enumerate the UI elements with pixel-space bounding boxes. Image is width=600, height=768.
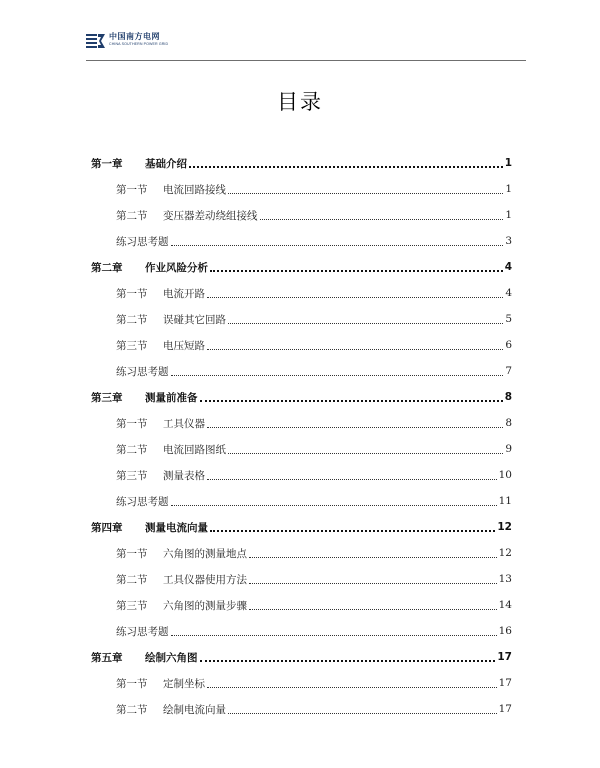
toc-heading: 变压器差动绕组接线: [163, 209, 258, 222]
toc-section[interactable]: [91, 566, 512, 592]
toc-leader: [207, 349, 503, 350]
toc-leader: [228, 323, 503, 324]
toc-page-number: 8: [504, 391, 512, 403]
toc-leader: [200, 400, 503, 402]
toc-heading: 基础介绍: [145, 157, 187, 170]
toc-leader: [210, 530, 495, 532]
toc-leader: [210, 270, 503, 272]
toc-heading: 测量表格: [163, 469, 205, 482]
toc-chapter[interactable]: [91, 514, 512, 540]
toc-page-number: 11: [498, 495, 512, 507]
page-title: 目录: [277, 90, 323, 114]
toc-number: 第三节: [116, 339, 148, 352]
toc-page-number: 3: [505, 235, 512, 247]
toc-chapter[interactable]: [91, 644, 512, 670]
toc-page-number: 12: [497, 521, 512, 533]
toc-exercise[interactable]: [91, 618, 512, 644]
toc-section[interactable]: [91, 410, 512, 436]
toc-leader: [207, 297, 503, 298]
toc-number: 第二节: [116, 209, 148, 222]
toc-chapter[interactable]: [91, 384, 512, 410]
toc-number: 第三章: [91, 391, 123, 404]
toc-leader: [207, 479, 497, 480]
toc-section[interactable]: [91, 280, 512, 306]
toc-number: 第二章: [91, 261, 123, 274]
toc-section[interactable]: [91, 670, 512, 696]
toc-section[interactable]: [91, 436, 512, 462]
toc-number: 第二节: [116, 703, 148, 716]
toc-section[interactable]: [91, 202, 512, 228]
toc-number: 第一节: [116, 547, 148, 560]
toc-leader: [171, 505, 497, 506]
toc-section[interactable]: [91, 306, 512, 332]
toc-heading: 练习思考题: [116, 365, 169, 378]
toc-heading: 电流开路: [163, 287, 205, 300]
toc-number: 第二节: [116, 573, 148, 586]
toc-chapter[interactable]: [91, 254, 512, 280]
toc-section[interactable]: [91, 332, 512, 358]
toc-section[interactable]: [91, 696, 512, 722]
toc-page-number: 12: [498, 547, 512, 559]
table-of-contents: [91, 150, 512, 722]
toc-number: 第一章: [91, 157, 123, 170]
toc-exercise[interactable]: [91, 228, 512, 254]
toc-leader: [249, 583, 497, 584]
toc-section[interactable]: [91, 540, 512, 566]
toc-heading: 误碰其它回路: [163, 313, 226, 326]
toc-page-number: 17: [498, 703, 512, 715]
toc-exercise[interactable]: [91, 358, 512, 384]
page-header: [86, 30, 526, 61]
toc-leader: [171, 635, 497, 636]
toc-leader: [200, 660, 496, 662]
toc-leader: [249, 557, 497, 558]
toc-leader: [207, 687, 497, 688]
logo-chinese-name: 中国南方电网: [109, 32, 160, 41]
csg-logo-icon: [86, 33, 106, 49]
toc-section[interactable]: [91, 176, 512, 202]
toc-page-number: 17: [498, 677, 512, 689]
toc-leader: [228, 193, 503, 194]
toc-page-number: 13: [498, 573, 512, 585]
toc-heading: 电流回路图纸: [163, 443, 226, 456]
toc-page-number: 5: [505, 313, 512, 325]
toc-page-number: 1: [505, 209, 512, 221]
toc-heading: 六角图的测量步骤: [163, 599, 247, 612]
toc-page-number: 9: [505, 443, 512, 455]
toc-heading: 测量前准备: [145, 391, 198, 404]
toc-heading: 定制坐标: [163, 677, 205, 690]
toc-chapter[interactable]: [91, 150, 512, 176]
toc-leader: [249, 609, 497, 610]
toc-leader: [260, 219, 504, 220]
toc-page-number: 17: [497, 651, 512, 663]
toc-page-number: 14: [498, 599, 512, 611]
toc-number: 第五章: [91, 651, 123, 664]
toc-leader: [207, 427, 503, 428]
toc-number: 第二节: [116, 443, 148, 456]
toc-page-number: 1: [504, 157, 512, 169]
toc-heading: 练习思考题: [116, 495, 169, 508]
toc-page-number: 4: [504, 261, 512, 273]
toc-heading: 工具仪器: [163, 417, 205, 430]
logo-english-name: CHINA SOUTHERN POWER GRID: [109, 42, 169, 46]
toc-heading: 练习思考题: [116, 235, 169, 248]
toc-leader: [228, 453, 503, 454]
toc-heading: 绘制电流向量: [163, 703, 226, 716]
toc-page-number: 4: [505, 287, 512, 299]
toc-page-number: 8: [505, 417, 512, 429]
toc-number: 第一节: [116, 677, 148, 690]
toc-leader: [171, 245, 504, 246]
toc-number: 第一节: [116, 183, 148, 196]
toc-number: 第一节: [116, 417, 148, 430]
toc-heading: 电流回路接线: [163, 183, 226, 196]
toc-page-number: 16: [498, 625, 512, 637]
toc-heading: 工具仪器使用方法: [163, 573, 247, 586]
toc-page-number: 6: [505, 339, 512, 351]
toc-section[interactable]: [91, 462, 512, 488]
toc-number: 第三节: [116, 599, 148, 612]
company-logo: [86, 32, 168, 49]
toc-page-number: 7: [505, 365, 512, 377]
toc-exercise[interactable]: [91, 488, 512, 514]
toc-page-number: 10: [498, 469, 512, 481]
toc-number: 第三节: [116, 469, 148, 482]
toc-heading: 六角图的测量地点: [163, 547, 247, 560]
toc-heading: 作业风险分析: [145, 261, 208, 274]
toc-leader: [171, 375, 504, 376]
toc-leader: [228, 713, 497, 714]
toc-number: 第四章: [91, 521, 123, 534]
toc-leader: [189, 166, 503, 168]
toc-number: 第一节: [116, 287, 148, 300]
toc-number: 第二节: [116, 313, 148, 326]
toc-heading: 练习思考题: [116, 625, 169, 638]
toc-heading: 测量电流向量: [145, 521, 208, 534]
toc-heading: 绘制六角图: [145, 651, 198, 664]
toc-section[interactable]: [91, 592, 512, 618]
toc-page-number: 1: [505, 183, 512, 195]
toc-heading: 电压短路: [163, 339, 205, 352]
